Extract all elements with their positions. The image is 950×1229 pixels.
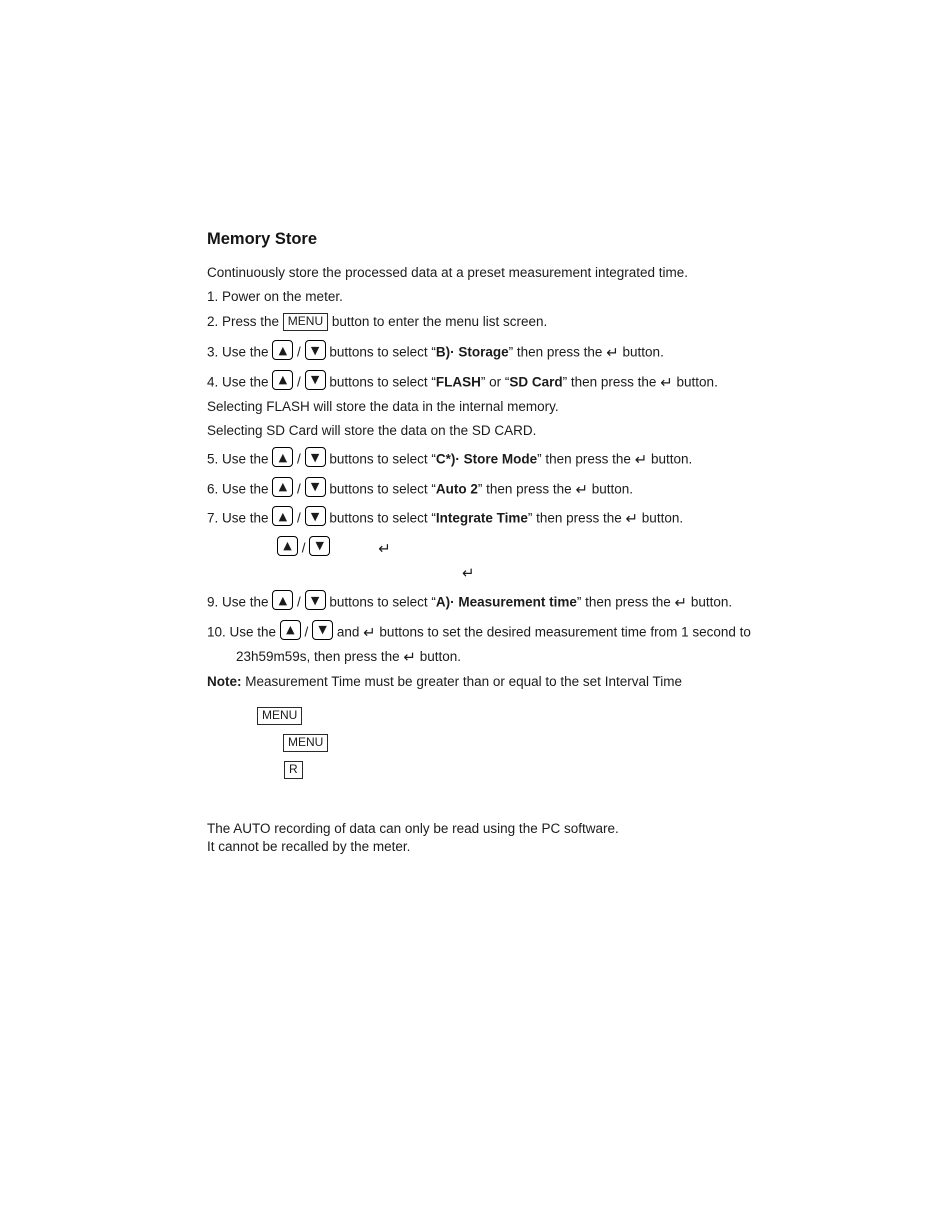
step-5 <box>207 447 910 468</box>
slash-separator: / <box>300 624 313 639</box>
step-8-partial <box>277 536 910 557</box>
step-7 <box>207 506 910 527</box>
r-key: R <box>284 761 303 779</box>
text-run: Selecting FLASH will store the data in the internal memory. <box>207 399 559 414</box>
slash-separator: / <box>293 451 305 467</box>
text-run: button. <box>638 510 684 526</box>
bold-text-run: B)· Storage <box>435 344 509 360</box>
slash-separator: / <box>293 374 305 389</box>
text-run: buttons to select “ <box>325 481 436 496</box>
text-run: 6. Use the <box>207 481 273 496</box>
intro-line <box>207 265 910 280</box>
text-run: ” then press the <box>477 481 576 496</box>
enter-key-icon: ↵ <box>462 564 475 582</box>
enter-key-icon: ↵ <box>363 623 376 641</box>
step-6 <box>207 477 910 498</box>
bold-text-run: FLASH <box>435 374 481 389</box>
enter-key-icon: ↵ <box>634 450 648 469</box>
text-run: button to enter the menu list screen. <box>328 314 548 329</box>
step-3 <box>207 340 910 361</box>
text-run: button. <box>415 649 461 664</box>
text-run: ” then press the <box>576 594 675 610</box>
enter-key-icon: ↵ <box>575 480 589 498</box>
enter-key-icon: ↵ <box>674 593 688 612</box>
text-run: buttons to select “ <box>325 510 436 526</box>
bold-text-run: A)· Measurement time <box>435 594 577 610</box>
text-run: 23h59m59s, then press the <box>236 649 404 664</box>
down-arrow-button-icon: ▼ <box>305 447 326 467</box>
up-arrow-button-icon: ▲ <box>272 506 293 526</box>
text-run: 5. Use the <box>207 451 273 467</box>
text-run: Selecting SD Card will store the data on the SD CARD. <box>207 423 537 438</box>
menu-key-line-1 <box>257 707 910 725</box>
text-run: 1. Power on the meter. <box>207 289 343 304</box>
up-arrow-button-icon: ▲ <box>280 620 301 640</box>
step-1 <box>207 289 910 304</box>
text-run: buttons to select “ <box>325 594 436 610</box>
footer-2 <box>207 839 910 854</box>
bold-text-run: Note: <box>207 674 242 689</box>
slash-separator: / <box>293 594 305 610</box>
slash-separator: / <box>293 481 305 496</box>
text-run: 10. Use the <box>207 624 280 639</box>
text-run: button. <box>647 451 693 467</box>
bold-text-run: Auto 2 <box>435 481 478 496</box>
down-arrow-button-icon: ▼ <box>305 590 326 610</box>
footer-1 <box>207 821 910 836</box>
menu-key: MENU <box>283 313 328 331</box>
bold-text-run: C*)· Store Mode <box>435 451 538 467</box>
enter-key-icon: ↵ <box>403 648 416 666</box>
text-run: button. <box>672 374 718 389</box>
text-run: buttons to select “ <box>325 374 436 389</box>
up-arrow-button-icon: ▲ <box>272 447 293 467</box>
text-run: 9. Use the <box>207 594 273 610</box>
page-title: Memory Store <box>207 230 318 248</box>
bold-text-run: SD Card <box>509 374 563 389</box>
text-run: ” then press the <box>508 344 607 360</box>
step-2 <box>207 313 910 331</box>
note-flash <box>207 399 910 414</box>
menu-key: MENU <box>257 707 302 725</box>
text-run: ” then press the <box>562 374 661 389</box>
enter-key-icon: ↵ <box>606 343 619 362</box>
text-run: buttons to select “ <box>325 344 436 360</box>
step-8-partial-2 <box>462 565 910 581</box>
text-run: button. <box>618 344 664 360</box>
step-10 <box>207 620 910 641</box>
down-arrow-button-icon: ▼ <box>305 477 326 497</box>
text-run: button. <box>687 594 733 610</box>
slash-separator: / <box>298 540 310 555</box>
up-arrow-button-icon: ▲ <box>272 340 293 360</box>
text-run: 3. Use the <box>207 344 273 360</box>
text-run: buttons to set the desired measurement time from 1 second to <box>375 624 751 639</box>
step-4 <box>207 370 910 391</box>
text-run: ” then press the <box>537 451 635 467</box>
menu-key: MENU <box>283 734 328 752</box>
down-arrow-button-icon: ▼ <box>305 370 326 390</box>
text-run: ” or “ <box>480 374 510 389</box>
r-key-line <box>284 761 910 779</box>
up-arrow-button-icon: ▲ <box>277 536 298 556</box>
doc-lines <box>207 265 910 854</box>
down-arrow-button-icon: ▼ <box>312 620 333 640</box>
text-run: Continuously store the processed data at a preset measurement integrated time. <box>207 265 689 280</box>
note-sdcard <box>207 423 910 438</box>
down-arrow-button-icon: ▼ <box>305 506 326 526</box>
up-arrow-button-icon: ▲ <box>272 590 293 610</box>
down-arrow-button-icon: ▼ <box>305 340 326 360</box>
slash-separator: / <box>293 510 305 526</box>
menu-key-line-2 <box>283 734 910 752</box>
bold-text-run: Integrate Time <box>435 510 528 526</box>
up-arrow-button-icon: ▲ <box>272 370 293 390</box>
text-run: The AUTO recording of data can only be read using the PC software. <box>207 821 619 836</box>
up-arrow-button-icon: ▲ <box>272 477 293 497</box>
note-line <box>207 674 910 689</box>
text-run: ” then press the <box>527 510 626 526</box>
step-9 <box>207 590 910 611</box>
slash-separator: / <box>293 344 305 360</box>
text-run: button. <box>588 481 634 496</box>
text-run: buttons to select “ <box>325 451 436 467</box>
text-run: and <box>333 624 364 639</box>
text-run: 4. Use the <box>207 374 273 389</box>
enter-key-icon: ↵ <box>378 539 391 557</box>
down-arrow-button-icon: ▼ <box>309 536 330 556</box>
text-run: Measurement Time must be greater than or equal to the set Interval Time <box>241 674 682 689</box>
text-run: 7. Use the <box>207 510 273 526</box>
text-run: 2. Press the <box>207 314 283 329</box>
enter-key-icon: ↵ <box>625 509 639 528</box>
enter-key-icon: ↵ <box>660 373 673 391</box>
step-10-cont <box>236 649 910 665</box>
text-run: It cannot be recalled by the meter. <box>207 839 411 854</box>
